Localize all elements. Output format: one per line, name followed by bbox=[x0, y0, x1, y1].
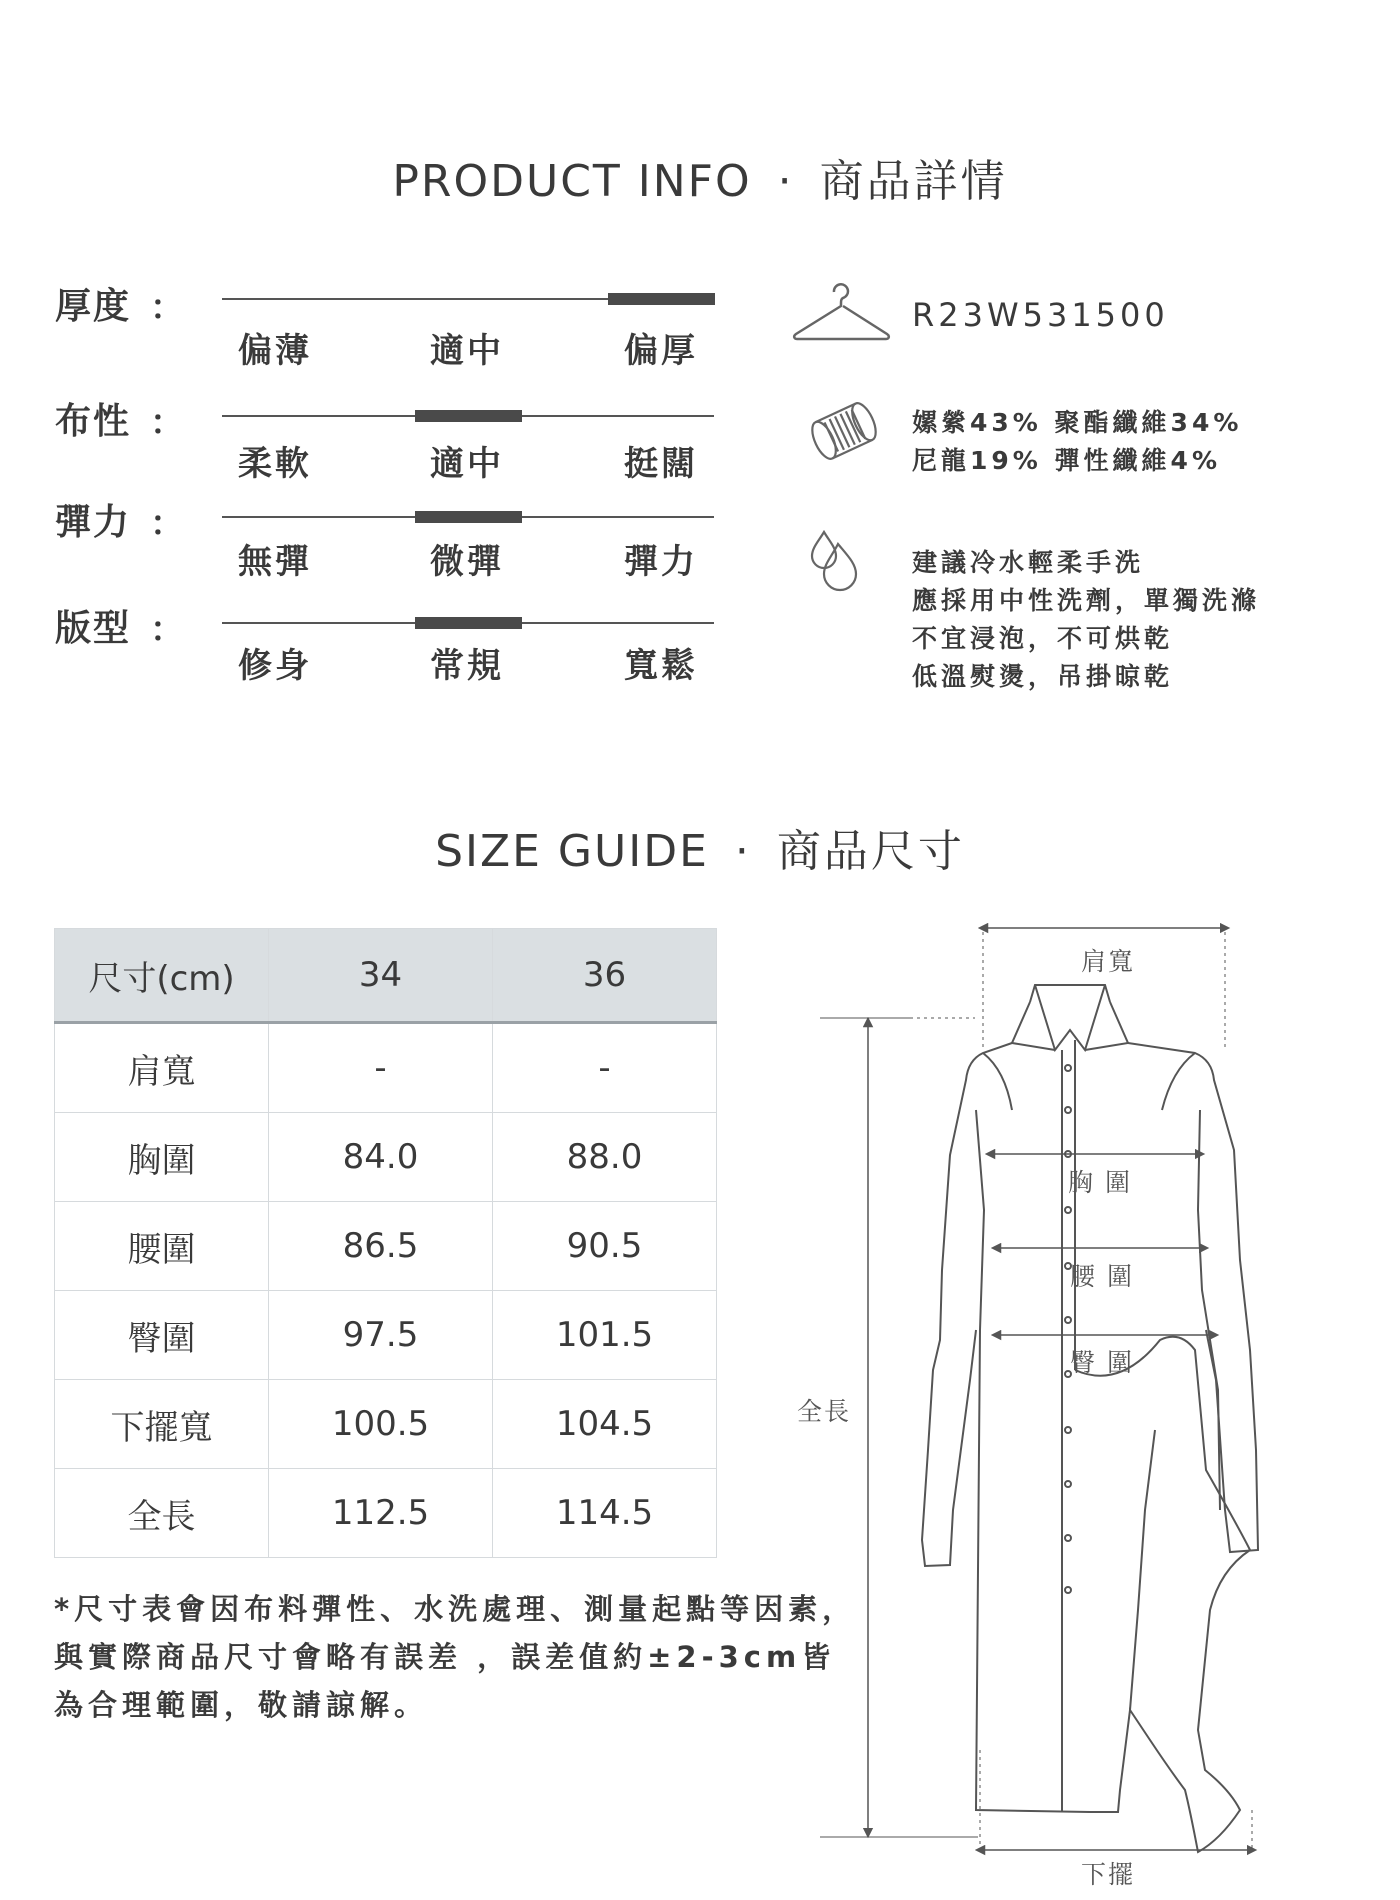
material-composition bbox=[912, 404, 1242, 480]
table-cell: 全長 bbox=[55, 1469, 269, 1558]
table-cell: 112.5 bbox=[269, 1469, 493, 1558]
note-line: 為合理範圍，敬請諒解。 bbox=[54, 1688, 429, 1722]
scale-option: 適中 bbox=[430, 331, 504, 371]
title-separator: · bbox=[734, 826, 751, 877]
note-line: 與實際商品尺寸會略有誤差 ，誤差值約±2-3cm皆 bbox=[54, 1640, 836, 1674]
diagram-label-length: 全長 bbox=[797, 1397, 852, 1426]
scale-marker bbox=[608, 293, 715, 305]
care-line: 低溫熨燙，吊掛晾乾 bbox=[912, 662, 1174, 691]
size-note bbox=[54, 1585, 856, 1729]
material-line: 尼龍19% 彈性纖維4% bbox=[912, 446, 1221, 475]
scale-option: 彈力 bbox=[624, 542, 698, 582]
care-line: 不宜浸泡，不可烘乾 bbox=[912, 624, 1174, 653]
table-cell: - bbox=[269, 1023, 493, 1113]
care-line: 應採用中性洗劑，單獨洗滌 bbox=[912, 586, 1261, 615]
attr-label-thickness: 厚度 bbox=[55, 286, 132, 327]
scale-marker bbox=[415, 410, 522, 422]
table-cell: 胸圍 bbox=[55, 1113, 269, 1202]
table-cell: 腰圍 bbox=[55, 1202, 269, 1291]
care-line: 建議冷水輕柔手洗 bbox=[912, 548, 1145, 577]
scale-option: 無彈 bbox=[238, 542, 312, 582]
attr-colon: ： bbox=[150, 403, 184, 443]
table-cell: 101.5 bbox=[493, 1291, 717, 1380]
table-header-cell: 尺寸(cm) bbox=[55, 929, 269, 1023]
scale-option: 寬鬆 bbox=[624, 646, 698, 686]
table-row bbox=[55, 1469, 717, 1558]
diagram-label-shoulder: 肩寬 bbox=[1081, 947, 1136, 976]
attr-colon: ： bbox=[150, 504, 184, 544]
table-cell: 97.5 bbox=[269, 1291, 493, 1380]
size-guide-title-zh: 商品尺寸 bbox=[776, 826, 965, 877]
attr-label-fabric: 布性 bbox=[55, 401, 132, 442]
table-cell: 90.5 bbox=[493, 1202, 717, 1291]
scale-option: 偏薄 bbox=[238, 331, 312, 371]
thread-spool-icon bbox=[804, 398, 884, 468]
care-instructions bbox=[912, 544, 1260, 696]
product-info-title bbox=[0, 145, 1400, 209]
table-cell: 臀圍 bbox=[55, 1291, 269, 1380]
attr-label-elasticity: 彈力 bbox=[55, 502, 132, 543]
table-row bbox=[55, 1113, 717, 1202]
table-header-cell: 36 bbox=[493, 929, 717, 1023]
attr-label-fit: 版型 bbox=[55, 608, 132, 649]
table-cell: 86.5 bbox=[269, 1202, 493, 1291]
table-cell: 88.0 bbox=[493, 1113, 717, 1202]
size-guide-title-en: SIZE GUIDE bbox=[435, 826, 709, 877]
product-code: R23W531500 bbox=[912, 296, 1169, 334]
scale-option: 柔軟 bbox=[238, 444, 312, 484]
size-guide-title bbox=[0, 815, 1400, 879]
scale-marker bbox=[415, 617, 522, 629]
scale-option: 微彈 bbox=[430, 542, 504, 582]
table-cell: 100.5 bbox=[269, 1380, 493, 1469]
table-header-cell: 34 bbox=[269, 929, 493, 1023]
attr-colon: ： bbox=[150, 610, 184, 650]
material-line: 嫘縈43% 聚酯纖維34% bbox=[912, 408, 1243, 437]
diagram-label-hip: 臀 圍 bbox=[1070, 1348, 1134, 1377]
table-row bbox=[55, 1202, 717, 1291]
garment-diagram bbox=[800, 910, 1280, 1890]
hanger-icon bbox=[792, 282, 892, 348]
scale-marker bbox=[415, 511, 522, 523]
table-cell: 下擺寬 bbox=[55, 1380, 269, 1469]
scale-option: 挺闊 bbox=[624, 444, 698, 484]
note-line: *尺寸表會因布料彈性、水洗處理、測量起點等因素， bbox=[54, 1592, 857, 1626]
table-row bbox=[55, 1380, 717, 1469]
product-info-title-zh: 商品詳情 bbox=[819, 156, 1008, 207]
size-table bbox=[54, 928, 717, 1558]
diagram-label-hem: 下擺 bbox=[1081, 1860, 1136, 1889]
attr-colon: ： bbox=[150, 288, 184, 328]
scale-option: 常規 bbox=[430, 646, 504, 686]
table-cell: - bbox=[493, 1023, 717, 1113]
table-header-row bbox=[55, 929, 717, 1023]
product-info-title-en: PRODUCT INFO bbox=[392, 156, 752, 207]
title-separator: · bbox=[777, 156, 794, 207]
table-cell: 肩寬 bbox=[55, 1023, 269, 1113]
shirt-dress-illustration bbox=[800, 910, 1280, 1890]
water-drop-icon bbox=[808, 530, 868, 600]
table-row bbox=[55, 1023, 717, 1113]
scale-option: 適中 bbox=[430, 444, 504, 484]
diagram-label-waist: 腰 圍 bbox=[1070, 1262, 1134, 1291]
table-cell: 84.0 bbox=[269, 1113, 493, 1202]
diagram-label-chest: 胸 圍 bbox=[1068, 1168, 1132, 1197]
table-cell: 104.5 bbox=[493, 1380, 717, 1469]
scale-option: 修身 bbox=[238, 646, 312, 686]
table-row bbox=[55, 1291, 717, 1380]
table-cell: 114.5 bbox=[493, 1469, 717, 1558]
scale-option: 偏厚 bbox=[624, 331, 698, 371]
